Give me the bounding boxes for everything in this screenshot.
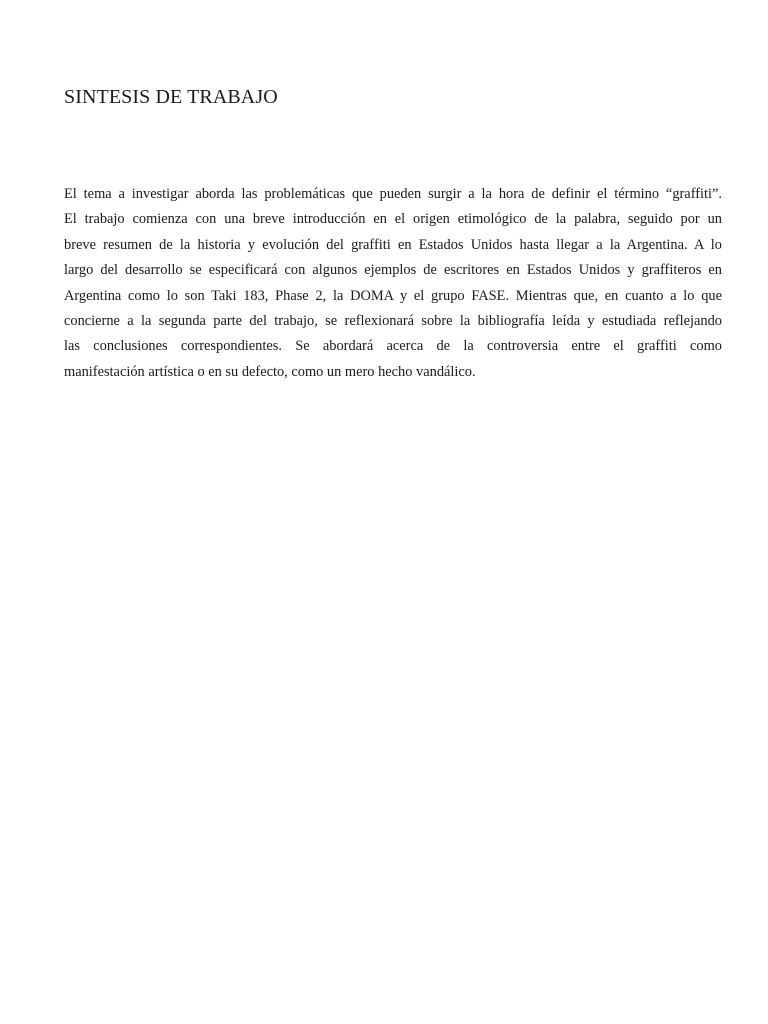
paragraph-line: El trabajo comienza con una breve introducción en el origen etimológico de la palabra, seguido por un: [64, 211, 722, 228]
paragraph-line: Argentina como lo son Taki 183, Phase 2, la DOMA y el grupo FASE. Mientras que, en cuanto a lo que: [64, 287, 722, 304]
paragraph-line: las conclusiones correspondientes. Se abordará acerca de la controversia entre el graffiti como: [64, 338, 722, 355]
paragraph-line: breve resumen de la historia y evolución del graffiti en Estados Unidos hasta llegar a la Argentina. A lo: [64, 236, 722, 253]
document-title: SINTESIS DE TRABAJO: [64, 86, 278, 108]
paragraph-line: El tema a investigar aborda las problemáticas que pueden surgir a la hora de definir el término “graffiti”.: [64, 186, 722, 202]
paragraph-line: largo del desarrollo se especificará con algunos ejemplos de escritores en Estados Unidos y graffiteros en: [64, 262, 722, 279]
paragraph-line: manifestación artística o en su defecto, como un mero hecho vandálico.: [64, 363, 476, 380]
paragraph-line: concierne a la segunda parte del trabajo, se reflexionará sobre la bibliografía leída y estudiada reflejando: [64, 313, 722, 330]
summary-paragraph: [64, 182, 722, 385]
